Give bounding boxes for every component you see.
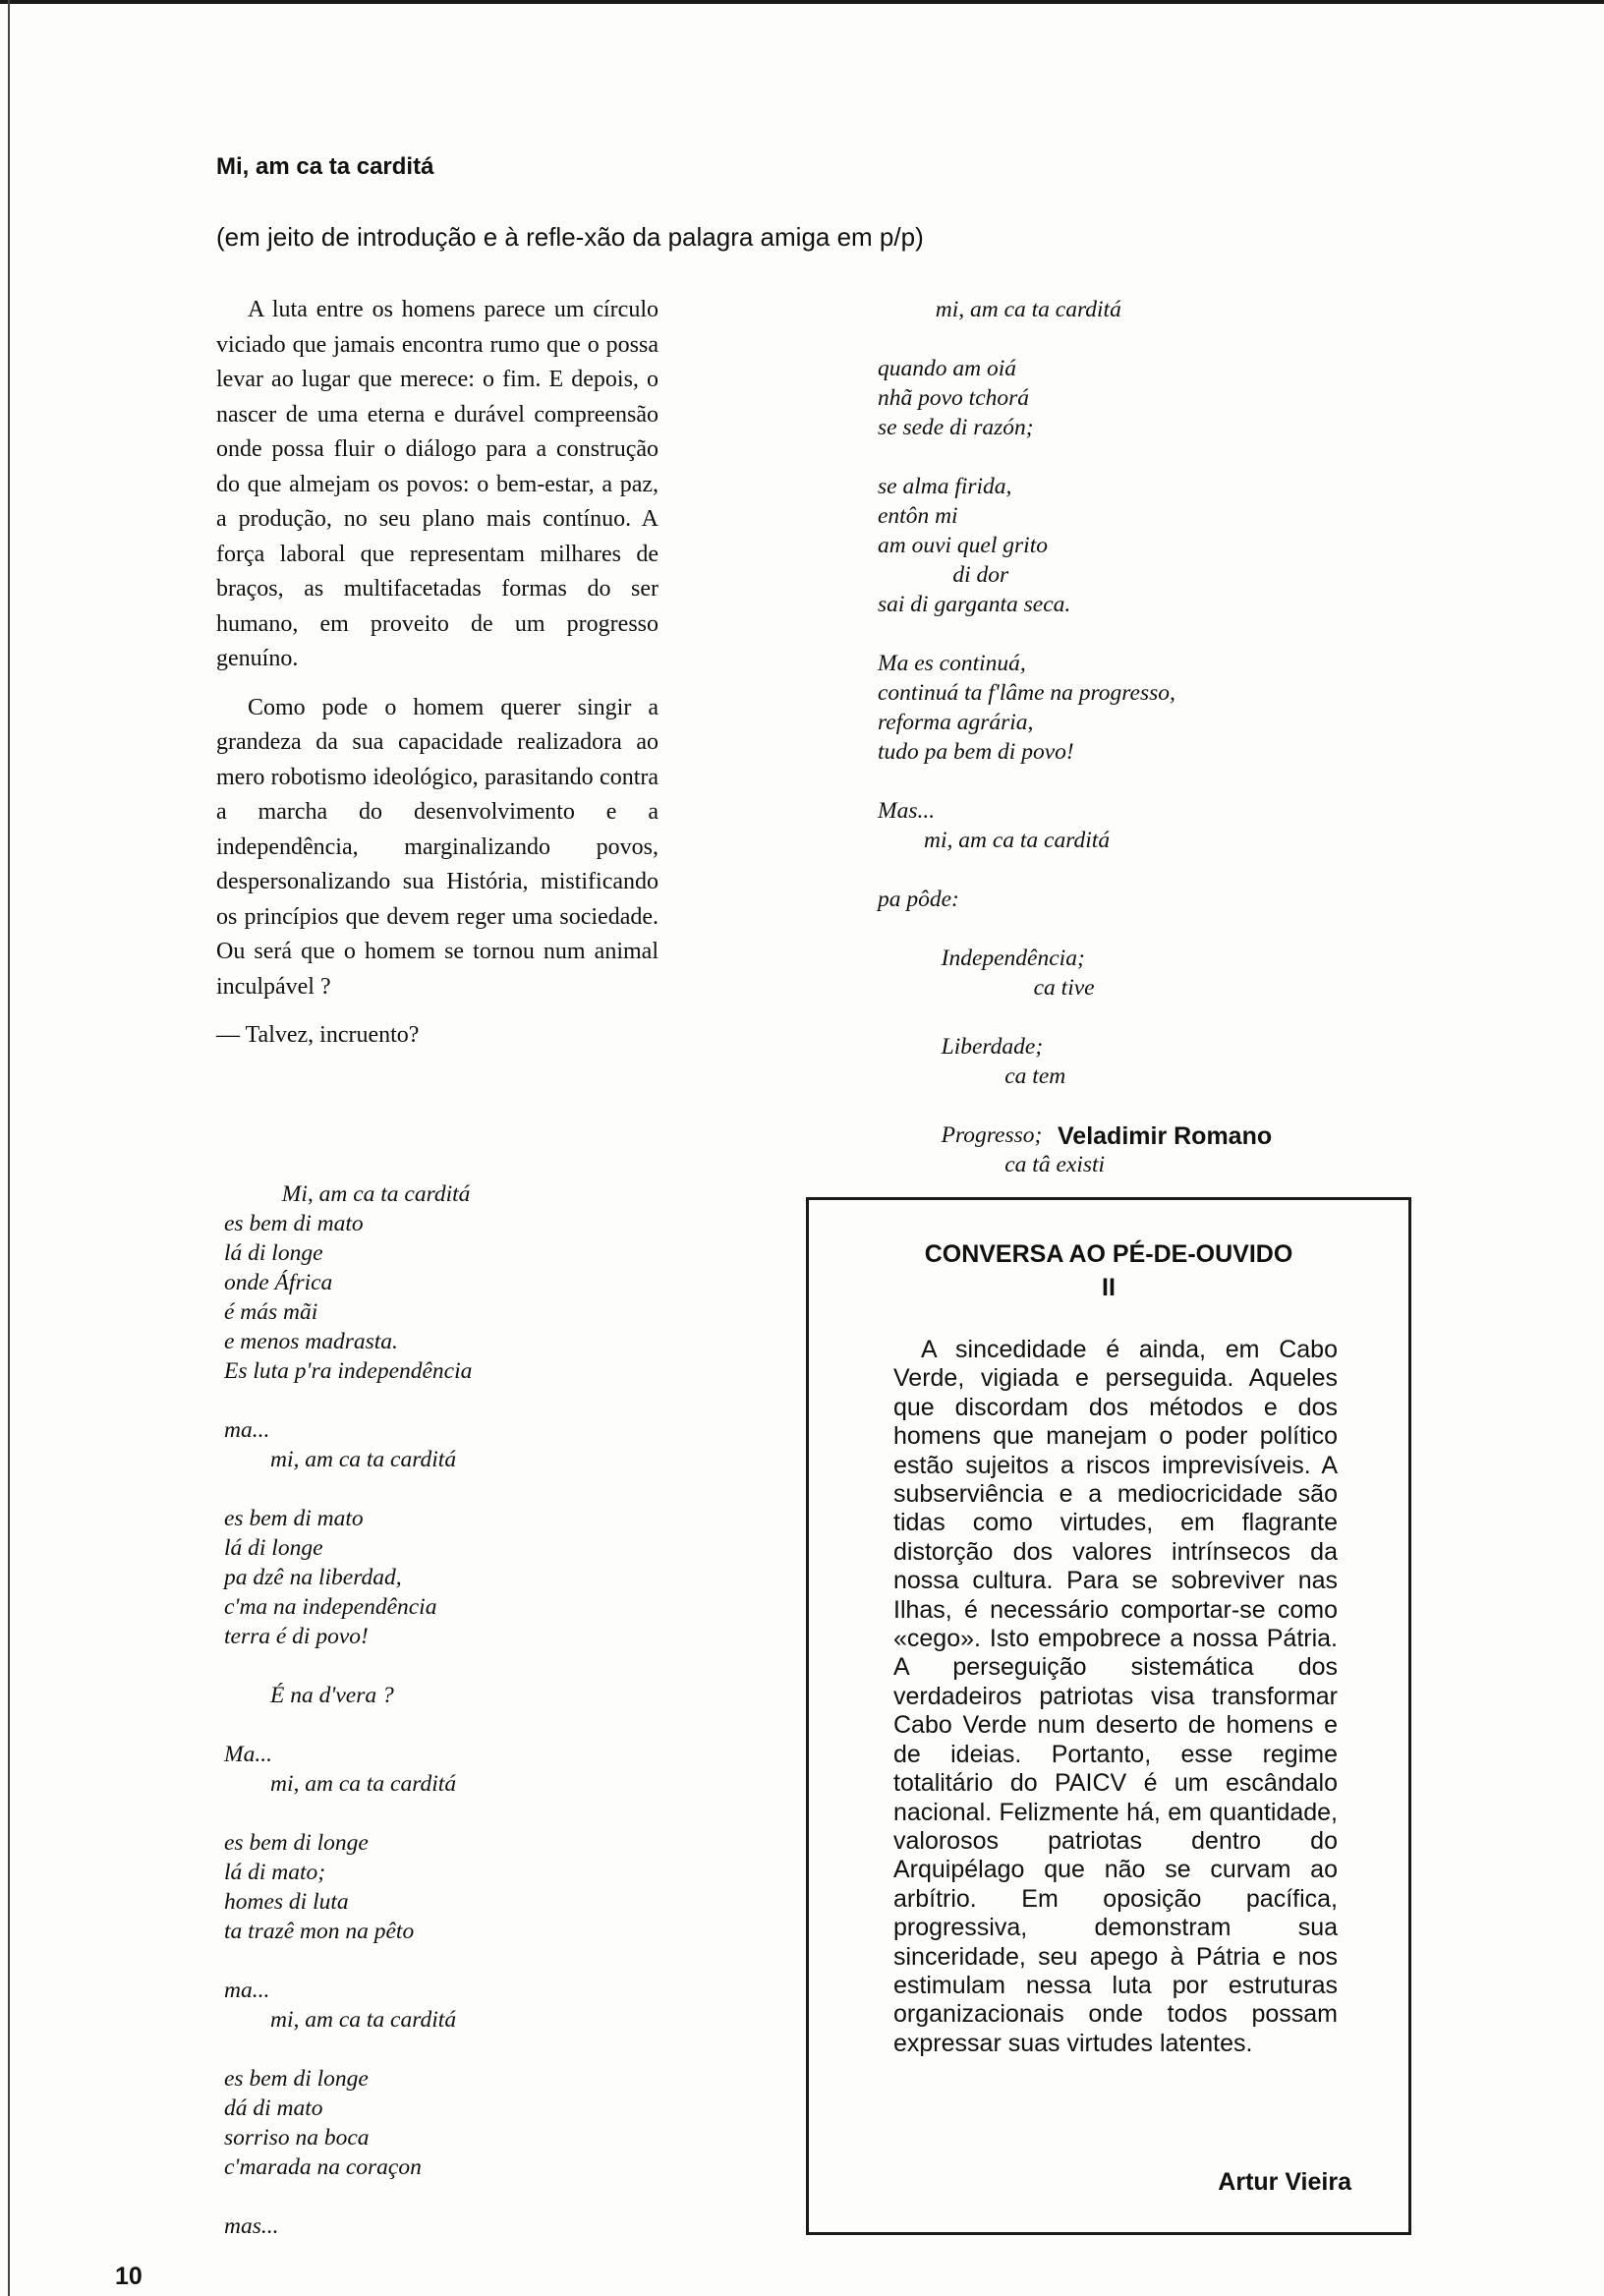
poem-line: ma... — [224, 1978, 270, 2003]
stanza-gap — [224, 2035, 472, 2064]
poem-line: se sede di razón; — [878, 415, 1034, 440]
page-number: 10 — [115, 2263, 143, 2290]
poem-line: Independência; — [878, 946, 1085, 971]
poem-right-column — [878, 295, 1175, 1179]
sidebar-title — [809, 1237, 1408, 1304]
article-author: Veladimir Romano — [1058, 1122, 1273, 1150]
poem-line: terra é di povo! — [224, 1624, 369, 1649]
poem-line: ca tâ existi — [878, 1152, 1106, 1177]
stanza-gap — [878, 855, 1175, 885]
poem-line: ca tive — [878, 975, 1095, 1001]
stanza-gap — [224, 1946, 472, 1976]
stanza-gap — [224, 1386, 472, 1415]
poem-left-column — [224, 1179, 472, 2241]
poem-line: quando am oiá — [878, 356, 1016, 381]
poem-line: mi, am ca ta carditá — [224, 1447, 457, 1472]
poem-line: es bem di longe — [224, 1830, 369, 1856]
stanza-gap — [224, 1651, 472, 1681]
stanza-gap — [224, 2182, 472, 2211]
poem-line: es bem di mato — [224, 1506, 364, 1531]
poem-line: continuá ta f'lâme na progresso, — [878, 680, 1175, 706]
poem-line: entôn mi — [878, 503, 958, 529]
poem-line: mi, am ca ta carditá — [224, 1771, 457, 1797]
article-subtitle: (em jeito de introdução e à refle-xão da palagra amiga em p/p) — [216, 222, 924, 252]
poem-line: mas... — [224, 2213, 279, 2239]
poem-line: tudo pa bem di povo! — [878, 739, 1074, 765]
poem-line: se alma firida, — [878, 474, 1012, 499]
poem-line: lá di mato; — [224, 1860, 326, 1885]
poem-line: dá di mato — [224, 2095, 323, 2121]
poem-line: e menos madrasta. — [224, 1329, 398, 1354]
article-paragraph: Como pode o homem querer singir a grandeza da sua capacidade realizadora ao mero robotismo ideológico, parasitando contra a marcha do desenvolvimento e a independência, marginalizando povos, despersonalizando sua História, mistificando os princípios que devem reger uma sociedade. Ou será que o homem se tornou num animal inculpável ? — [216, 694, 659, 1000]
sidebar-box — [806, 1197, 1411, 2235]
poem-line: nhã povo tchorá — [878, 385, 1030, 411]
poem-line: es bem di longe — [224, 2066, 369, 2092]
poem-line: di dor — [878, 562, 1009, 588]
stanza-gap — [878, 324, 1175, 354]
stanza-gap — [878, 1003, 1175, 1032]
poem-line: es bem di mato — [224, 1211, 364, 1236]
poem-line: Ma es continuá, — [878, 651, 1026, 676]
poem-line: c'marada na coraçon — [224, 2154, 422, 2180]
sidebar-number: II — [1102, 1274, 1116, 1301]
stanza-gap — [878, 914, 1175, 944]
stanza-gap — [878, 767, 1175, 796]
poem-line: am ouvi quel grito — [878, 533, 1048, 558]
poem-line: ma... — [224, 1417, 270, 1443]
stanza-gap — [878, 619, 1175, 649]
poem-line: Es luta p'ra independência — [224, 1358, 473, 1384]
poem-line: mi, am ca ta carditá — [224, 2007, 457, 2033]
poem-line: ta trazê mon na pêto — [224, 1919, 415, 1944]
page-border-top — [0, 0, 1604, 4]
poem-line: Progresso; — [878, 1122, 1043, 1148]
poem-line: É na d'vera ? — [224, 1683, 394, 1708]
poem-line: pa dzê na liberdad, — [224, 1565, 402, 1590]
poem-line: mi, am ca ta carditá — [878, 297, 1121, 322]
poem-line: Mas... — [878, 798, 936, 824]
poem-line: Mi, am ca ta carditá — [224, 1181, 471, 1207]
page-border-left — [8, 0, 10, 2296]
stanza-gap — [878, 1091, 1175, 1120]
sidebar-author: Artur Vieira — [1218, 2168, 1351, 2196]
sidebar-body: A sincedidade é ainda, em Cabo Verde, vigiada e perseguida. Aqueles que discordam dos métodos e dos homens que manejam o poder político estão sujeitos a riscos imprevisíveis. A subserviência e a mediocricidade são tidas como virtudes, em flagrante distorção dos valores intrínsecos da nossa cultura. Para se sobreviver nas Ilhas, é necessário comportar-se como «cego». Isto empobrece a nossa Pátria. A perseguição sistemática dos verdadeiros patriotas visa transformar Cabo Verde num deserto de homens e de ideias. Portanto, esse regime totalitário do PAICV é um escândalo nacional. Felizmente há, em quantidade, valorosos patriotas dentro do Arquipélago que não se curvam ao arbítrio. Em oposição pacífica, progressiva, demonstram sua sinceridade, seu apego à Pátria e nos estimulam nessa luta por estruturas organizacionais onde todos possam expressar suas virtudes latentes. — [893, 1336, 1338, 2057]
stanza-gap — [224, 1474, 472, 1504]
poem-line: sorriso na boca — [224, 2125, 370, 2151]
poem-line: onde África — [224, 1270, 333, 1295]
stanza-gap — [224, 1799, 472, 1828]
poem-line: é más mãi — [224, 1299, 318, 1325]
article-prose — [216, 293, 659, 1054]
article-closing-line: — Talvez, incruento? — [216, 1022, 420, 1048]
poem-line: sai di garganta seca. — [878, 592, 1071, 617]
poem-line: lá di longe — [224, 1240, 323, 1266]
poem-line: Liberdade; — [878, 1034, 1044, 1060]
stanza-gap — [878, 442, 1175, 472]
poem-line: c'ma na independência — [224, 1594, 437, 1620]
poem-line: lá di longe — [224, 1535, 323, 1561]
poem-line: reforma agrária, — [878, 710, 1034, 735]
sidebar-title-text: CONVERSA AO PÉ-DE-OUVIDO — [924, 1240, 1293, 1268]
article-paragraph: A luta entre os homens parece um círculo viciado que jamais encontra rumo que o possa levar ao lugar que merece: o fim. E depois, o nascer de uma eterna e durável compreensão onde possa fluir o diálogo para a construção do que almejam os povos: o bem-estar, a paz, a produção, no seu plano mais contínuo. A força laboral que representam milhares de braços, as multifacetadas formas do ser humano, em proveito de um progresso genuíno. — [216, 297, 659, 671]
poem-line: Ma... — [224, 1742, 272, 1767]
article-title: Mi, am ca ta carditá — [216, 153, 434, 180]
stanza-gap — [224, 1710, 472, 1740]
poem-line: pa pôde: — [878, 887, 959, 912]
poem-line: homes di luta — [224, 1889, 349, 1915]
poem-line: mi, am ca ta carditá — [878, 828, 1111, 853]
poem-line: ca tem — [878, 1063, 1066, 1089]
